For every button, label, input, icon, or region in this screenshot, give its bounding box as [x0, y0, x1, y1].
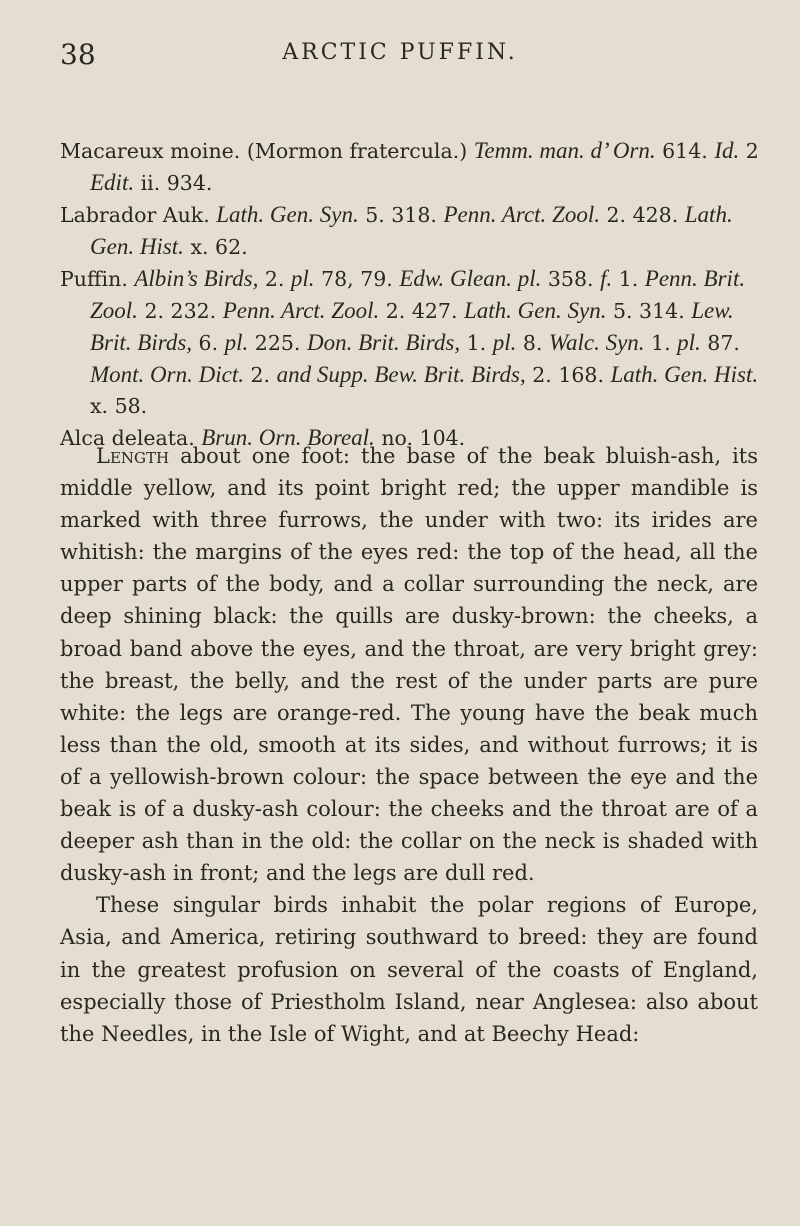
- citation-italic: f.: [600, 266, 613, 291]
- citation-italic: Brun. Orn. Boreal.: [201, 425, 375, 450]
- citation-text: ii. 934.: [134, 171, 213, 195]
- citation-text: 225.: [248, 331, 307, 355]
- citation-italic: Walc. Syn.: [548, 330, 645, 355]
- citation-text: 6.: [192, 331, 225, 355]
- citation-italic: pl.: [492, 330, 517, 355]
- body-text: [60, 440, 758, 1050]
- citation-text: Puffin.: [60, 267, 135, 291]
- citation-italic: Edw. Glean. pl.: [399, 266, 542, 291]
- paragraph-lead-word: Length: [96, 444, 170, 468]
- citation-italic: Penn. Arct. Zool.: [222, 298, 380, 323]
- citation-text: 2: [739, 139, 759, 163]
- citation-text: 1.: [644, 331, 678, 355]
- synonymy-entry: [60, 263, 760, 422]
- citation-text: 358.: [541, 267, 601, 291]
- citation-text: 87.: [700, 331, 740, 355]
- citation-text: 5. 314.: [606, 299, 692, 323]
- citation-italic: Lath. Gen. Syn.: [216, 202, 359, 227]
- citation-italic: Lath. Gen. Syn.: [464, 298, 607, 323]
- citation-italic: pl.: [224, 330, 249, 355]
- citation-text: no. 104.: [374, 426, 466, 450]
- citation-italic: pl.: [290, 266, 315, 291]
- citation-text: 1.: [460, 331, 493, 355]
- citation-italic: Penn. Arct. Zool.: [443, 202, 600, 227]
- citation-text: 1.: [612, 267, 645, 291]
- citation-text: 614.: [655, 139, 715, 163]
- citation-italic: Lath. Gen. Hist.: [90, 202, 733, 259]
- citation-italic: and Supp. Bew. Brit. Birds,: [276, 362, 526, 387]
- citation-text: 2. 168.: [525, 363, 611, 387]
- citation-italic: Mont. Orn. Dict.: [90, 362, 244, 387]
- citation-text: x. 58.: [90, 394, 148, 418]
- synonymy-entry: [60, 199, 760, 263]
- citation-text: Alca deleata.: [60, 426, 202, 450]
- paragraph-text: about one foot: the base of the beak bluish-ash, its middle yellow, and its point bright red; the upper mandible is marked with three furrows, the under with two: its irides are whitish: the margins of the eyes red: the top of the head, all the upper parts of the body, and a collar surrounding the neck, are deep shining black: the quills are dusky-brown: the cheeks, a broad band above the eyes, and the throat, are very bright grey: the breast, the belly, and the rest of the under parts are pure white: the legs are orange-red. The young have the beak much less than the old, smooth at its sides, and without furrows; it is of a yellowish-brown colour: the space between the eye and the beak is of a dusky-ash colour: the cheeks and the throat are of a deeper ash than in the old: the collar on the neck is shaded with dusky-ash in front; and the legs are dull red.: [60, 444, 758, 886]
- citation-italic: Edit.: [90, 170, 135, 195]
- citation-italic: Temm. man. d’ Orn.: [473, 138, 656, 163]
- synonymy-entry: [60, 135, 760, 199]
- citation-italic: Penn. Brit. Zool.: [90, 266, 746, 323]
- running-title: ARCTIC PUFFIN.: [282, 40, 518, 65]
- citation-italic: pl.: [677, 330, 701, 355]
- citation-italic: Lath. Gen. Hist.: [610, 362, 759, 387]
- citation-text: 2.: [243, 363, 277, 387]
- citation-text: Labrador Auk.: [60, 203, 217, 227]
- habitat-paragraph: [60, 889, 758, 1049]
- citation-text: Macareux moine. (Mormon fratercula.): [60, 139, 474, 163]
- description-paragraph: [60, 440, 758, 889]
- page-number: 38: [60, 38, 96, 71]
- citation-text: 2. 232.: [137, 299, 223, 323]
- citation-text: 8.: [516, 331, 549, 355]
- citation-text: x. 62.: [183, 235, 248, 259]
- citation-text: 2. 427.: [379, 299, 464, 323]
- citation-text: 2. 428.: [600, 203, 685, 227]
- paragraph-text: These singular birds inhabit the polar regions of Europe, Asia, and America, retiring southward to breed: they are found in the greatest profusion on several of the coasts of England, especially those of Priestholm Island, near Anglesea: also about the Needles, in the Isle of Wight, and at Beechy Head:: [60, 893, 758, 1046]
- citation-italic: Lew. Brit. Birds,: [90, 298, 734, 355]
- citation-text: 5. 318.: [358, 203, 444, 227]
- citation-text: 2.: [258, 267, 291, 291]
- citation-italic: Id.: [714, 138, 740, 163]
- citation-text: 78, 79.: [314, 267, 400, 291]
- running-head: [60, 38, 740, 78]
- citation-italic: Don. Brit. Birds,: [306, 330, 461, 355]
- synonymy-list: [60, 135, 760, 454]
- citation-italic: Albin’s Birds,: [134, 266, 259, 291]
